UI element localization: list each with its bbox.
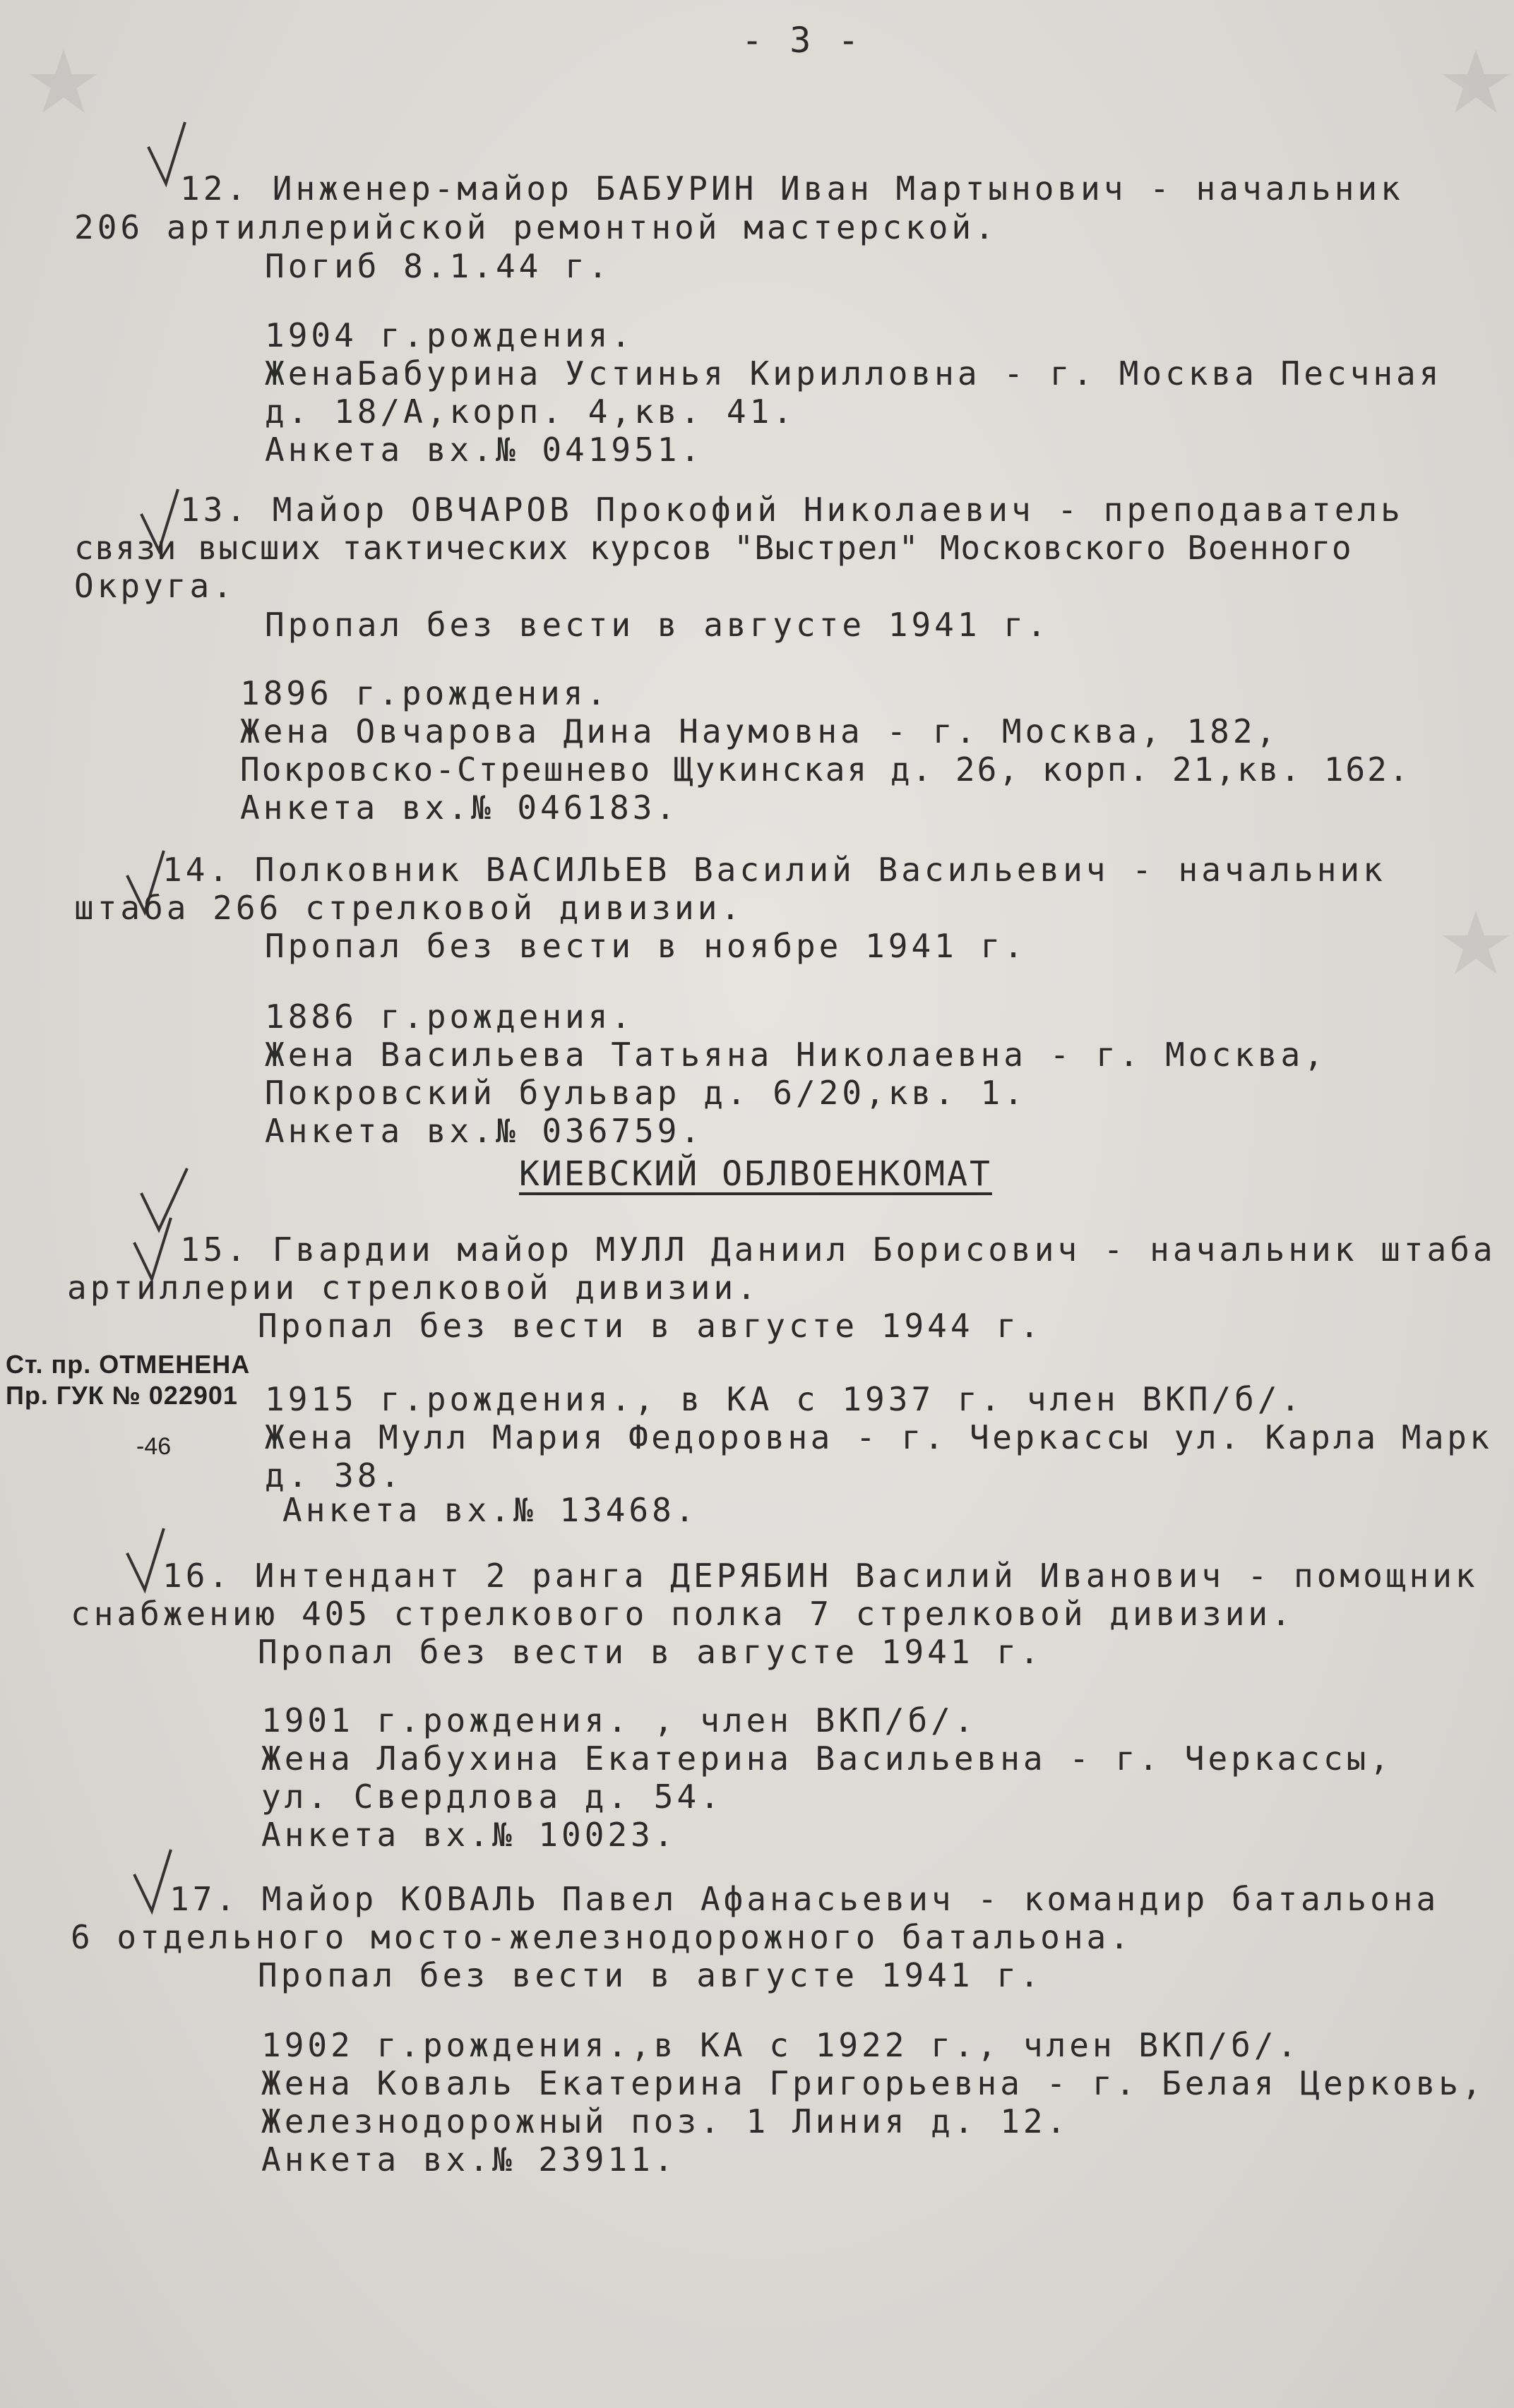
entry-16-line-6: ул. Свердлова д. 54. — [261, 1778, 723, 1816]
entry-16-line-1: 16. Интендант 2 ранга ДЕРЯБИН Василий Иванович - помощник — [162, 1557, 1479, 1595]
entry-13-line-4: Пропал без вести в августе 1941 г. — [265, 606, 1050, 644]
watermark-right-middle — [1441, 904, 1511, 1115]
entry-17-line-2: 6 отдельного мосто-железнодорожного батальона. — [71, 1918, 1133, 1956]
entry-16-line-7: Анкета вх.№ 10023. — [261, 1816, 677, 1854]
entry-16-line-4: 1901 г.рождения. , член ВКП/б/. — [261, 1701, 977, 1739]
entry-14-line-2: штаба 266 стрелковой дивизии. — [74, 889, 744, 927]
page-number: - 3 - — [741, 20, 862, 61]
entry-14-line-3: Пропал без вести в ноябре 1941 г. — [265, 927, 1027, 965]
entry-13-line-8: Анкета вх.№ 046183. — [240, 789, 679, 827]
entry-15-line-1: 15. Гвардии майор МУЛЛ Даниил Борисович - начальник штаба — [180, 1230, 1496, 1269]
entry-12-line-4: 1904 г.рождения. — [265, 316, 635, 354]
entry-17-line-5: Жена Коваль Екатерина Григорьевна - г. Белая Церковь, — [261, 2064, 1485, 2102]
stamp-line-3: -46 — [136, 1433, 172, 1460]
entry-13-line-3: Округа. — [74, 567, 236, 605]
section-title: КИЕВСКИЙ ОБЛВОЕНКОМАТ — [519, 1154, 992, 1194]
entry-14-line-7: Анкета вх.№ 036759. — [265, 1112, 704, 1150]
watermark-right-top — [1441, 42, 1511, 254]
cancellation-stamp — [6, 1350, 251, 1460]
entry-17-line-1: 17. Майор КОВАЛЬ Павел Афанасьевич - командир батальона — [169, 1880, 1440, 1918]
entry-13-line-1: 13. Майор ОВЧАРОВ Прокофий Николаевич - преподаватель — [180, 491, 1404, 529]
entry-15-line-7: Анкета вх.№ 13468. — [282, 1491, 698, 1529]
entry-15-line-5: Жена Мулл Мария Федоровна - г. Черкассы ул. Карла Марк — [265, 1418, 1493, 1456]
entry-13-line-6: Жена Овчарова Дина Наумовна - г. Москва, 182, — [240, 712, 1280, 750]
entry-14-line-1: 14. Полковник ВАСИЛЬЕВ Василий Васильевич - начальник — [162, 851, 1386, 889]
entry-13-line-7: Покровско-Стрешнево Щукинская д. 26, корп. 21,кв. 162. — [240, 750, 1411, 789]
entry-15-line-6: д. 38. — [265, 1456, 404, 1494]
entry-12-line-3: Погиб 8.1.44 г. — [265, 247, 612, 285]
entry-15-line-3: Пропал без вести в августе 1944 г. — [258, 1307, 1043, 1345]
entry-14-line-5: Жена Васильева Татьяна Николаевна - г. Москва, — [265, 1036, 1327, 1074]
entry-12-line-2: 206 артиллерийской ремонтной мастерской. — [74, 208, 998, 246]
entry-14-line-4: 1886 г.рождения. — [265, 998, 635, 1036]
entry-12-line-5: ЖенаБабурина Устинья Кирилловна - г. Москва Песчная — [265, 354, 1443, 393]
entry-12-line-6: д. 18/А,корп. 4,кв. 41. — [265, 393, 796, 431]
entry-16-line-5: Жена Лабухина Екатерина Васильевна - г. Черкассы, — [261, 1739, 1393, 1778]
entry-16-line-2: снабжению 405 стрелкового полка 7 стрелковой дивизии. — [71, 1595, 1294, 1633]
entry-17-line-4: 1902 г.рождения.,в КА с 1922 г., член ВКП/б/. — [261, 2026, 1301, 2064]
entry-17-line-3: Пропал без вести в августе 1941 г. — [258, 1956, 1043, 1994]
entry-17-line-7: Анкета вх.№ 23911. — [261, 2140, 677, 2179]
entry-16-line-3: Пропал без вести в августе 1941 г. — [258, 1633, 1043, 1671]
entry-17-line-6: Железнодорожный поз. 1 Линия д. 12. — [261, 2102, 1070, 2140]
stamp-line-2: Пр. ГУК № 022901 — [6, 1381, 238, 1410]
entry-12-line-7: Анкета вх.№ 041951. — [265, 431, 704, 469]
entry-14-line-6: Покровский бульвар д. 6/20,кв. 1. — [265, 1074, 1027, 1112]
entry-13-line-5: 1896 г.рождения. — [240, 674, 610, 712]
entry-12-line-1: 12. Инженер-майор БАБУРИН Иван Мартынович - начальник — [180, 169, 1404, 208]
entry-13-line-2: связи высших тактических курсов "Выстрел" Московского Военного — [74, 529, 1353, 567]
entry-15-line-4: 1915 г.рождения., в КА с 1937 г. член ВКП/б/. — [265, 1380, 1304, 1418]
entry-15-line-2: артиллерии стрелковой дивизии. — [67, 1269, 760, 1307]
stamp-line-1: Ст. пр. ОТМЕНЕНА — [6, 1350, 251, 1379]
